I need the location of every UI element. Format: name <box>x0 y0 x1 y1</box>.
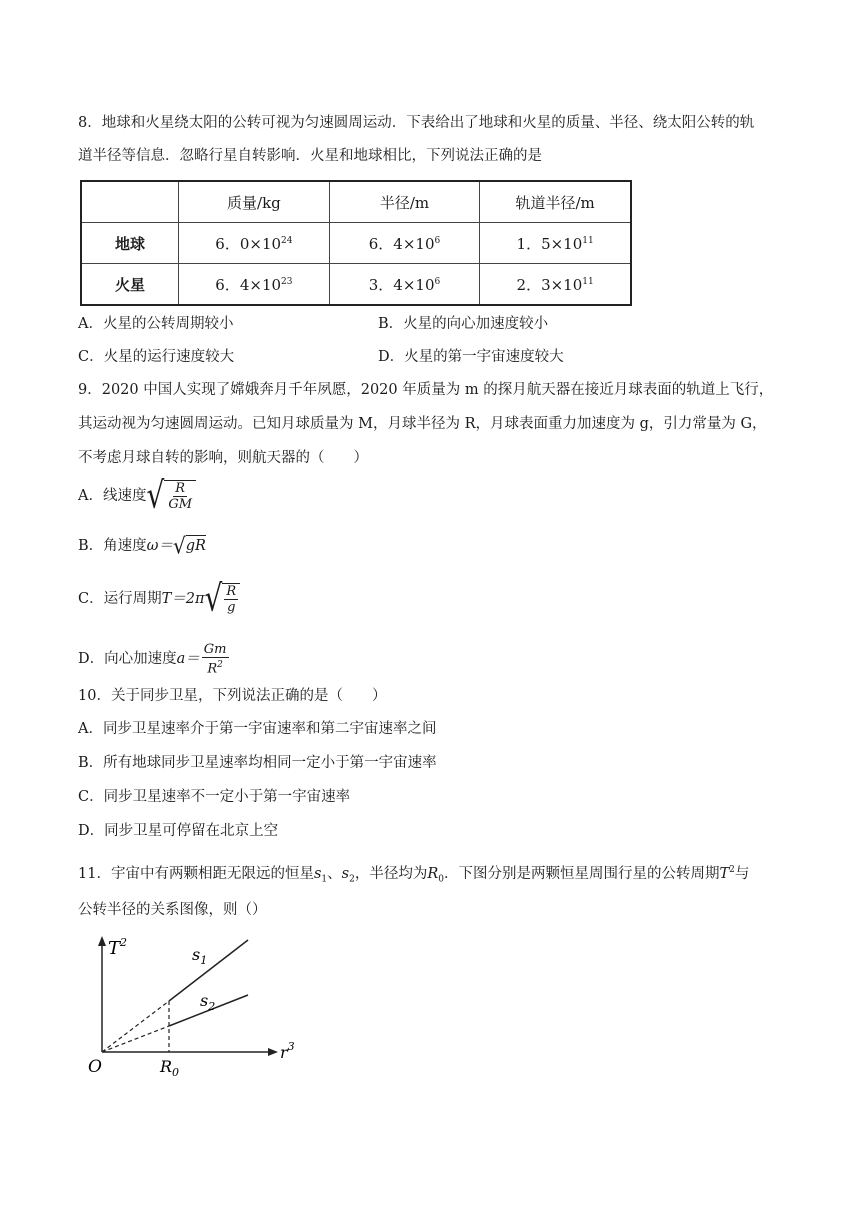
origin-label: O <box>88 1057 102 1077</box>
s2-label: $s_2$ <box>200 991 216 1013</box>
q9-stem-line1: 9．2020 中国人实现了嫦娥奔月千年夙愿，2020 年质量为 m 的探月航天器在接近月球表面的轨道上飞行， <box>78 382 774 398</box>
sqrt-expression: √ gR <box>172 532 206 559</box>
x-axis-label: $r^3$ <box>280 1040 295 1062</box>
q8-option-a[interactable]: A．火星的公转周期较小 <box>78 316 234 332</box>
q8-option-c[interactable]: C．火星的运行速度较大 <box>78 349 235 365</box>
s1-dashed-segment <box>102 1001 169 1052</box>
q10-stem: 10．关于同步卫星，下列说法正确的是（ ） <box>78 688 387 704</box>
earth-mass: 6．$0\times 10^{24}$ <box>179 223 330 264</box>
x-axis-arrow-icon <box>268 1048 278 1056</box>
row-name-earth: 地球 <box>81 223 179 264</box>
q10-option-c[interactable]: C．同步卫星速率不一定小于第一宇宙速率 <box>78 789 351 805</box>
earth-radius: 6．$4\times 10^6$ <box>329 223 480 264</box>
t2-r3-graph <box>80 930 320 1080</box>
q9-stem-line3: 不考虑月球自转的影响，则航天器的（ ） <box>78 450 368 466</box>
q8-stem-line2: 道半径等信息．忽略行星自转影响．火星和地球相比，下列说法正确的是 <box>78 148 542 164</box>
table-row <box>81 223 631 264</box>
q8-option-d[interactable]: D．火星的第一宇宙速度较大 <box>378 349 564 365</box>
q10-option-d[interactable]: D．同步卫星可停留在北京上空 <box>78 823 279 839</box>
q9-option-b[interactable]: B．角速度 ω＝ √ gR <box>78 532 206 559</box>
table-header-orbit: 轨道半径/m <box>480 181 631 223</box>
earth-orbit: 1．$5\times 10^{11}$ <box>480 223 631 264</box>
mars-mass: 6．$4\times 10^{23}$ <box>179 264 330 306</box>
q9-option-a[interactable]: A．线速度 √ $\frac{R}{GM}$ <box>78 480 196 512</box>
q10-option-b[interactable]: B．所有地球同步卫星速率均相同一定小于第一宇宙速率 <box>78 755 437 771</box>
r0-label: $R_0$ <box>160 1057 180 1079</box>
row-name-mars: 火星 <box>81 264 179 306</box>
table-header-row <box>81 181 631 223</box>
q9-option-d[interactable]: D．向心加速度 a＝ $\frac{Gm}{R^2}$ <box>78 642 227 677</box>
q8-stem-line1: 8．地球和火星绕太阳的公转可视为匀速圆周运动．下表给出了地球和火星的质量、半径、绕太阳公转的轨 <box>78 115 755 131</box>
mars-radius: 3．$4\times 10^6$ <box>329 264 480 306</box>
table-header-mass: 质量/kg <box>179 181 330 223</box>
table-row <box>81 264 631 306</box>
s1-line <box>169 940 248 1001</box>
sqrt-expression: √ $\frac{R}{GM}$ <box>146 480 196 512</box>
q9-stem-line2: 其运动视为匀速圆周运动。已知月球质量为 M，月球半径为 R，月球表面重力加速度为 g，引力常量为 G， <box>78 416 767 432</box>
y-axis-arrow-icon <box>98 936 106 946</box>
sqrt-expression: √ $\frac{R}{g}$ <box>205 583 241 615</box>
fraction-expression: $\frac{Gm}{R^2}$ <box>203 642 227 677</box>
q9-option-c[interactable]: C．运行周期 T＝2π √ $\frac{R}{g}$ <box>78 583 240 615</box>
table-header-radius: 半径/m <box>329 181 480 223</box>
planet-data-table <box>80 180 632 306</box>
table-header-empty <box>81 181 179 223</box>
mars-orbit: 2．$3\times 10^{11}$ <box>480 264 631 306</box>
q11-stem-line1: 11．宇宙中有两颗相距无限远的恒星$s_1$、$s_2$，半径均为$R_0$．下图分别是两颗恒星周围行星的公转周期$T^2$与 <box>78 865 750 885</box>
q8-option-b[interactable]: B．火星的向心加速度较小 <box>378 316 549 332</box>
y-axis-label: $T^2$ <box>108 936 128 959</box>
s2-dashed-segment <box>102 1026 169 1052</box>
s1-label: $s_1$ <box>192 945 208 967</box>
q11-stem-line2: 公转半径的关系图像，则（） <box>78 902 267 918</box>
q10-option-a[interactable]: A．同步卫星速率介于第一宇宙速率和第二宇宙速率之间 <box>78 721 437 737</box>
